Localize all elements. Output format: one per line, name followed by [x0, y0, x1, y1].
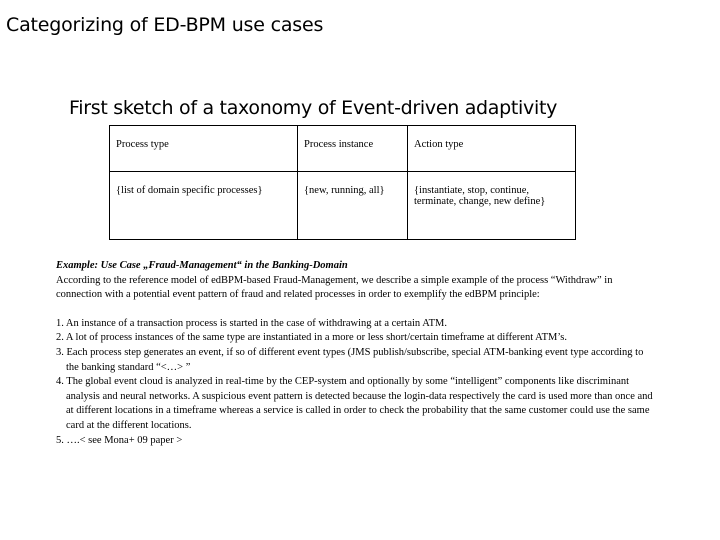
taxonomy-table — [109, 125, 576, 240]
value-process-types: {list of domain specific processes} — [110, 172, 298, 240]
example-step-4: 4. The global event cloud is analyzed in real-time by the CEP-system and optionally by some “intelligent” components like discriminant analysis and neural networks. A suspicious event pattern is detected because the login-data respectively the card is used more than once and at different locations in a timeframe whereas a service is called in order to check the probability that the same customer could use the same card at the different locations. — [56, 376, 653, 431]
value-action-types: {instantiate, stop, continue, terminate, change, new define} — [408, 172, 576, 240]
taxonomy-header-row — [110, 126, 576, 172]
header-action-type: Action type — [408, 126, 576, 172]
header-process-type: Process type — [110, 126, 298, 172]
example-section — [56, 259, 656, 448]
header-process-instance: Process instance — [298, 126, 408, 172]
example-step-5: 5. ….< see Mona+ 09 paper > — [56, 434, 183, 446]
example-heading: Example: Use Case „Fraud-Management“ in the Banking-Domain — [56, 260, 348, 271]
example-intro: According to the reference model of edBPM-based Fraud-Management, we describe a simple example of the process “Withdraw” in connection with a potential event pattern of fraud and related processes in order to exemplify the edBPM principle: — [56, 274, 613, 301]
value-process-instances: {new, running, all} — [298, 172, 408, 240]
taxonomy-value-row — [110, 172, 576, 240]
slide-title: Categorizing of ED-BPM use cases — [6, 14, 324, 36]
example-step-3: 3. Each process step generates an event, if so of different event types (JMS publish/subscribe, special ATM-banking event type according to the banking standard “<…> ” — [56, 346, 644, 373]
example-step-1: 1. An instance of a transaction process is started in the case of withdrawing at a certain ATM. — [56, 317, 448, 329]
slide-subtitle: First sketch of a taxonomy of Event-driven adaptivity — [69, 97, 558, 119]
example-step-2: 2. A lot of process instances of the same type are instantiated in a more or less short/certain timeframe at different ATM’s. — [56, 332, 567, 344]
